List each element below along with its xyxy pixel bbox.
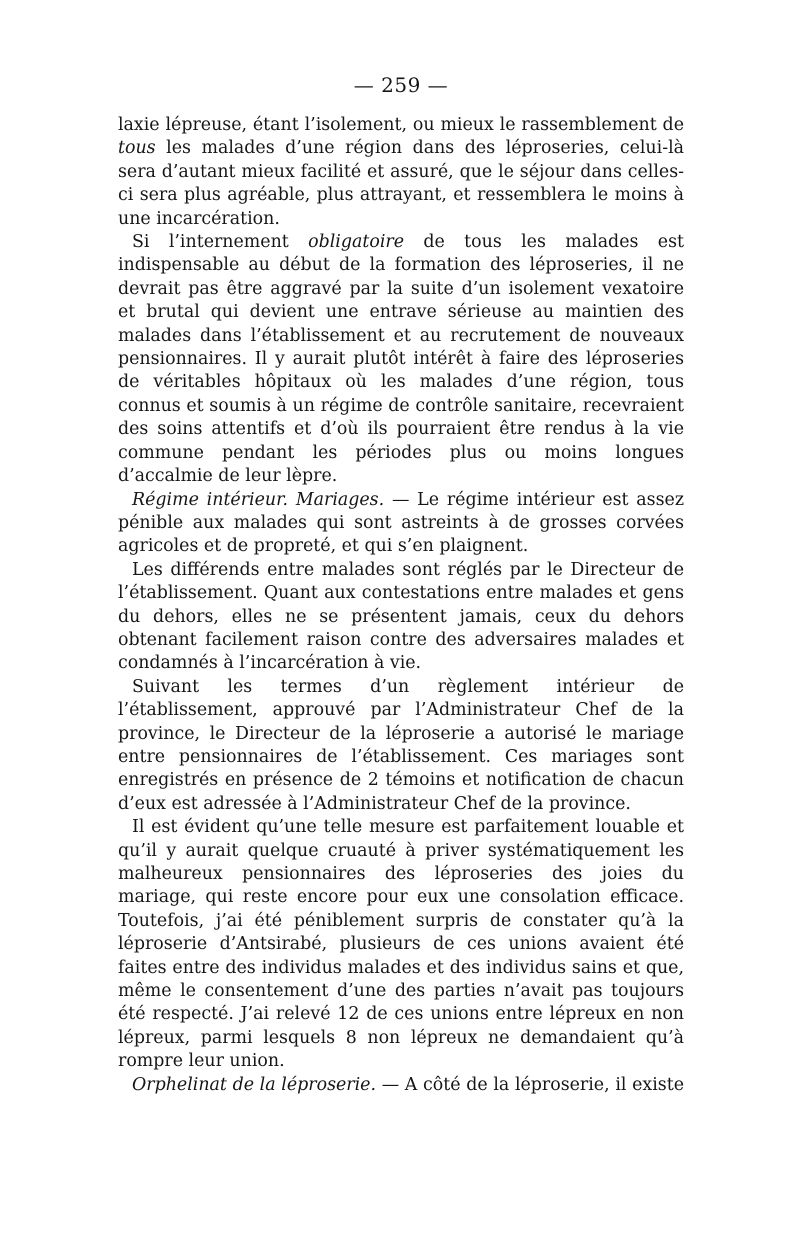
paragraph-1 bbox=[118, 114, 684, 231]
page-number: — 259 — bbox=[353, 73, 449, 97]
paragraph-5 bbox=[118, 676, 684, 816]
section-heading: Orphelinat de la léproserie. bbox=[132, 1074, 376, 1095]
italic-run: obligatoire bbox=[308, 232, 404, 253]
text-run: de tous les malades est indispensable au début de la formation des léproseries, il ne devrait pas être aggravé par la suite d’un isolement vexatoire et brutal qui devient une entrave sérieuse au maintien des malades dans l’établissement et au recrutement de nouveaux pensionnaires. Il y aurait plutôt intérêt à faire des léproseries de véritables hôpitaux où les malades d’une région, tous connus et soumis à un régime de contrôle sanitaire, recevraient des soins attentifs et d’où ils pourraient être rendus à la vie commune pendant les périodes plus ou moins longues d’accalmie de leur lèpre. bbox=[118, 232, 684, 487]
paragraph-6 bbox=[118, 816, 684, 1073]
page-body bbox=[118, 114, 684, 1097]
text-run: — A côté de la léproserie, il existe bbox=[376, 1074, 684, 1095]
paragraph-3 bbox=[118, 489, 684, 559]
text-run: Les différends entre malades sont réglés par le Directeur de l’établissement. Quant aux contestations entre malades et gens du dehors, elles ne se présentent jamais, ceux du dehors obtenant facilement raison contre des adversaires malades et condamnés à l’incarcération à vie. bbox=[118, 559, 684, 674]
italic-run: tous bbox=[118, 138, 156, 159]
paragraph-7 bbox=[118, 1074, 684, 1097]
text-run: Si l’internement bbox=[132, 232, 309, 253]
paragraph-4 bbox=[118, 559, 684, 676]
text-run: les malades d’une région dans des léproseries, celui-là sera d’autant mieux facilité et assuré, que le séjour dans celles-ci sera plus agréable, plus attrayant, et ressemblera le moins à une incarcération. bbox=[118, 138, 684, 229]
book-page bbox=[118, 70, 684, 1097]
text-run: Il est évident qu’une telle mesure est parfaitement louable et qu’il y aurait quelque cruauté à priver systématiquement les malheureux pensionnaires des léproseries des joies du mariage, qui reste encore pour eux une consolation efficace. Toutefois, j’ai été péniblement surpris de constater qu’à la léproserie d’Antsirabé, plusieurs de ces unions avaient été faites entre des individus malades et des individus sains et que, même le consentement d’une des parties n’avait pas toujours été respecté. J’ai relevé 12 de ces unions entre lépreux en non lépreux, parmi lesquels 8 non lépreux ne demandaient qu’à rompre leur union. bbox=[118, 817, 684, 1072]
text-run: laxie lépreuse, étant l’isolement, ou mieux le rassemblement de bbox=[118, 115, 684, 135]
paragraph-2 bbox=[118, 231, 684, 488]
text-run: Suivant les termes d’un règlement intérieur de l’établissement, approuvé par l’Administrateur Chef de la province, le Directeur de la léproserie a autorisé le mariage entre pensionnaires de l’établissement. Ces mariages sont enregistrés en présence de 2 témoins et notification de chacun d’eux est adressée à l’Administrateur Chef de la province. bbox=[118, 676, 684, 814]
text-run: — Le régime intérieur est assez pénible aux malades qui sont astreints à de grosses corvées agricoles et de propreté, et qui s’en plaignent. bbox=[118, 489, 684, 557]
section-heading: Régime intérieur. Mariages. bbox=[132, 489, 385, 510]
